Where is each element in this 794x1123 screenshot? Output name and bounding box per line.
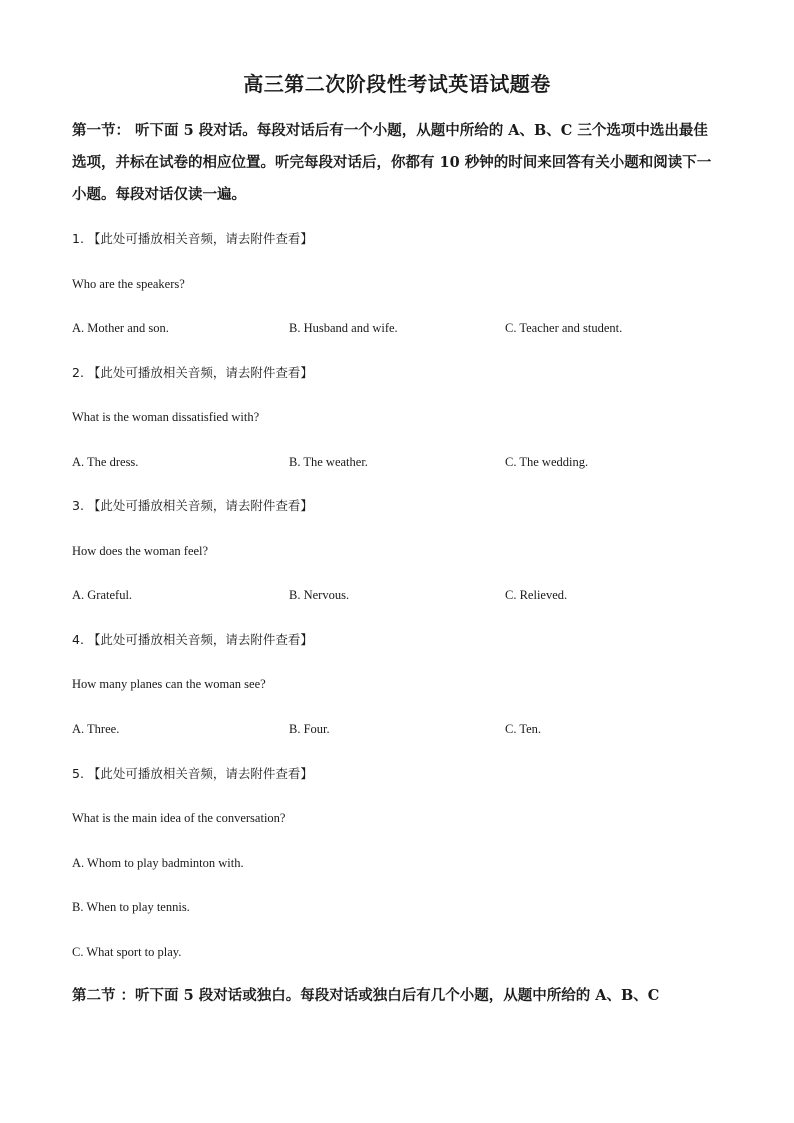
question-2-option-b[interactable]: B. The weather.	[289, 455, 368, 469]
question-3-text: How does the woman feel?	[72, 544, 209, 558]
question-5-option-b[interactable]: B. When to play tennis.	[72, 900, 190, 914]
question-3-option-a[interactable]: A. Grateful.	[72, 588, 133, 602]
question-2-header: 2. 【此处可播放相关音频，请去附件查看】	[72, 365, 313, 380]
question-2-option-c[interactable]: C. The wedding.	[505, 455, 589, 469]
question-5-text: What is the main idea of the conversation?	[72, 811, 286, 825]
question-4-text: How many planes can the woman see?	[72, 677, 266, 691]
question-2-text: What is the woman dissatisfied with?	[72, 410, 260, 424]
question-5-header: 5. 【此处可播放相关音频，请去附件查看】	[72, 766, 313, 781]
question-3-option-c[interactable]: C. Relieved.	[505, 588, 568, 602]
question-2-option-a[interactable]: A. The dress.	[72, 455, 139, 469]
question-5-option-c[interactable]: C. What sport to play.	[72, 945, 182, 959]
question-5-option-a[interactable]: A. Whom to play badminton with.	[72, 856, 244, 870]
page-title: 高三第二次阶段性考试英语试题卷	[243, 72, 551, 96]
question-1-option-c[interactable]: C. Teacher and student.	[505, 321, 623, 335]
question-1-header: 1. 【此处可播放相关音频，请去附件查看】	[72, 231, 313, 246]
question-1-text: Who are the speakers?	[72, 277, 185, 291]
question-4-option-b[interactable]: B. Four.	[289, 722, 330, 736]
question-3-header: 3. 【此处可播放相关音频，请去附件查看】	[72, 498, 313, 513]
question-1-option-a[interactable]: A. Mother and son.	[72, 321, 169, 335]
question-4-header: 4. 【此处可播放相关音频，请去附件查看】	[72, 632, 313, 647]
section2-intro: 第二节 ：听下面 5 段对话或独白。每段对话或独白后有几个小题，从题中所给的 A、B、C	[72, 987, 660, 1004]
question-3-option-b[interactable]: B. Nervous.	[289, 588, 350, 602]
question-4-option-c[interactable]: C. Ten.	[505, 722, 542, 736]
question-4-option-a[interactable]: A. Three.	[72, 722, 120, 736]
question-1-option-b[interactable]: B. Husband and wife.	[289, 321, 398, 335]
section1-intro: 第一节： 听下面 5 段对话。每段对话后有一个小题，从题中所给的 A、B、C 三个选项中选出最佳选项，并标在试卷的相应位置。听完每段对话后，你都有 10 秒钟的时间来回答有关小题和阅读下一小题。每段对话仅读一遍。	[72, 122, 712, 203]
